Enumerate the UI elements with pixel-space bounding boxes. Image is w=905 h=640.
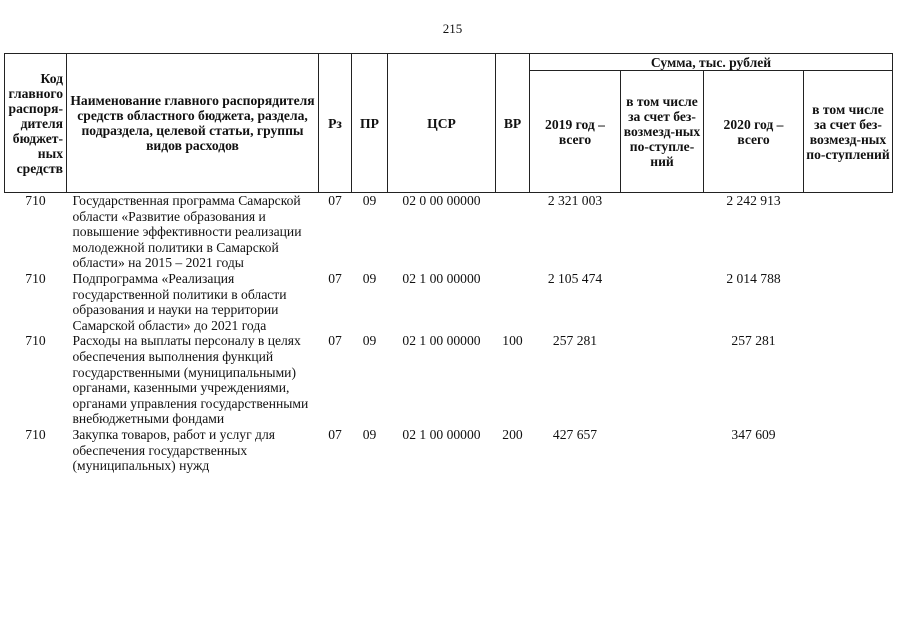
row-pr: 09 — [362, 270, 377, 286]
table-row — [5, 333, 893, 427]
row-2019-total: 2 105 474 — [547, 270, 603, 286]
row-vr — [496, 271, 530, 333]
row-vr: 200 — [502, 426, 523, 442]
row-2020-total: 257 281 — [731, 333, 776, 349]
header-code: Код главного распоря-дителя бюджет-ных средств — [5, 54, 67, 193]
row-2020-total: 347 609 — [731, 426, 776, 442]
row-code: 710 — [5, 193, 67, 271]
row-pr: 09 — [352, 193, 388, 271]
row-rz: 07 — [319, 193, 352, 271]
row-csr: 02 1 00 00000 — [402, 270, 481, 286]
header-rz: Рз — [319, 54, 352, 193]
row-2020-free — [804, 427, 893, 474]
row-pr: 09 — [362, 426, 377, 442]
header-2019-free: в том числе за счет без-возмезд-ных по-ступле-ний — [621, 71, 704, 193]
header-2019-total: 2019 год – всего — [530, 71, 621, 193]
row-code: 710 — [25, 333, 46, 349]
row-2019-total: 427 657 — [552, 426, 598, 442]
row-2019-total: 257 281 — [552, 333, 598, 349]
header-sum-group: Сумма, тыс. рублей — [530, 54, 893, 71]
row-2020-total: 2 014 788 — [726, 270, 781, 286]
header-2020-free: в том числе за счет без-возмезд-ных по-ступлений — [804, 71, 893, 193]
row-csr: 02 1 00 00000 — [402, 426, 481, 442]
table-body — [5, 193, 893, 474]
page-number: 215 — [442, 21, 463, 36]
row-name: Расходы на выплаты персоналу в целях обеспечения выполнения функций государственными (муниципальными) органами, казенными учреждениями, органами управления государственными внебюджетными фондами — [72, 333, 309, 427]
row-2019-total: 2 321 003 — [530, 193, 621, 271]
row-code: 710 — [25, 426, 46, 442]
row-rz: 07 — [328, 426, 342, 442]
table-row — [5, 427, 893, 474]
row-name: Подпрограмма «Реализация государственной политики в области образования и науки на территории Самарской области» до 2021 года — [72, 270, 287, 333]
table-row — [5, 193, 893, 271]
header-vr: ВР — [496, 54, 530, 193]
header-csr: ЦСР — [388, 54, 496, 193]
row-2019-free — [621, 193, 704, 271]
row-name: Государственная программа Самарской области «Развитие образования и повышение эффективности реализации молодежной политики в Самарской области» на 2015 – 2021 годы — [67, 193, 319, 271]
row-rz: 07 — [328, 270, 342, 286]
row-code: 710 — [25, 270, 46, 286]
row-pr: 09 — [362, 333, 377, 349]
header-name: Наименование главного распорядителя средств областного бюджета, раздела, подраздела, целевой статьи, группы видов расходов — [67, 54, 319, 193]
row-2020-free — [804, 333, 893, 427]
header-2020-total: 2020 год – всего — [704, 71, 804, 193]
header-pr: ПР — [352, 54, 388, 193]
row-csr: 02 1 00 00000 — [402, 333, 481, 349]
row-csr: 02 0 00 00000 — [388, 193, 496, 271]
table-row — [5, 271, 893, 333]
row-2019-free — [621, 427, 704, 474]
budget-table — [4, 53, 893, 474]
row-2020-free — [804, 271, 893, 333]
row-vr — [496, 193, 530, 271]
row-name: Закупка товаров, работ и услуг для обеспечения государственных (муниципальных) нужд — [72, 426, 276, 474]
row-vr: 100 — [502, 333, 523, 349]
row-2019-free — [621, 271, 704, 333]
row-rz: 07 — [328, 333, 342, 349]
table-header — [5, 54, 893, 193]
row-2020-free — [804, 193, 893, 271]
row-2020-total: 2 242 913 — [704, 193, 804, 271]
row-2019-free — [621, 333, 704, 427]
